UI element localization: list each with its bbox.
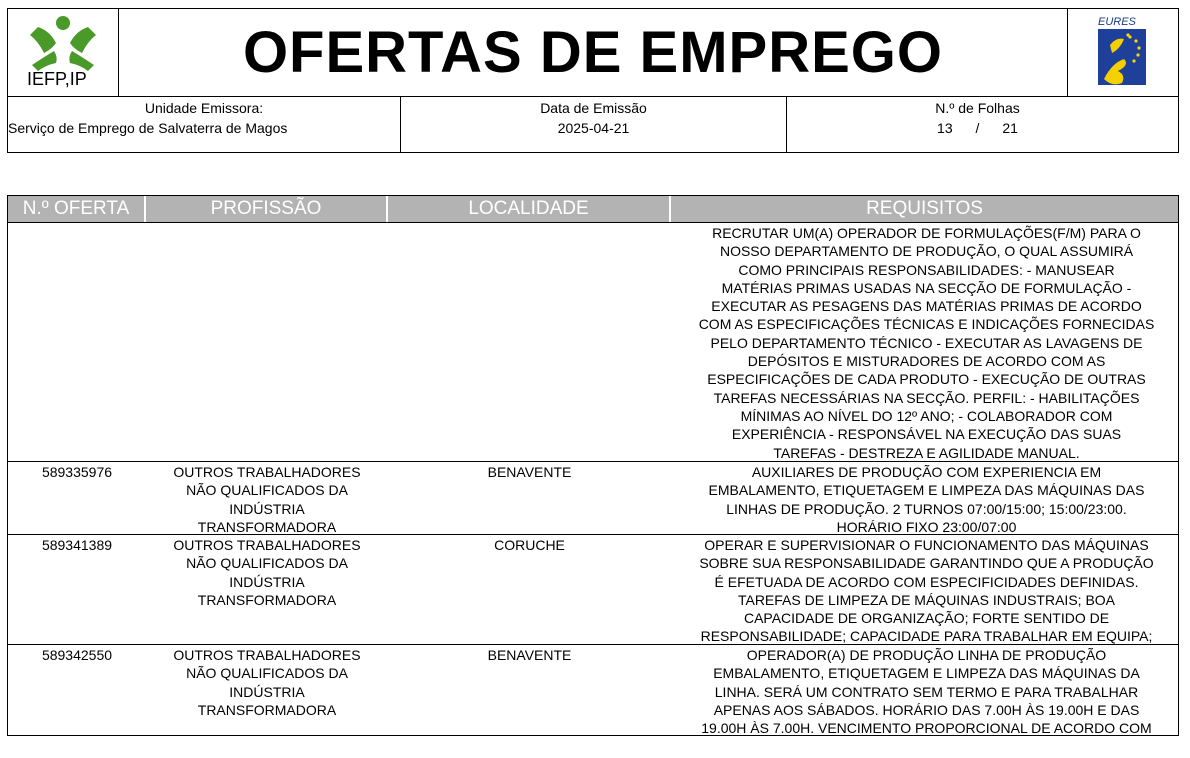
table-header: [8, 196, 1178, 223]
eures-logo-icon: [1068, 9, 1178, 96]
profession: [146, 645, 388, 735]
table-row: [8, 223, 1178, 462]
sheet-separator: /: [975, 120, 980, 136]
requirements-line: É EFETUADA DE ACORDO COM ESPECIFICIDADES DEFINIDAS.: [714, 573, 1139, 590]
requirements-line: AUXILIARES DE PRODUÇÃO COM EXPERIENCIA EM: [751, 464, 1102, 480]
requirements-line: 19.00H ÀS 7.00H. VENCIMENTO PROPORCIONAL DE ACORDO COM: [701, 720, 1152, 737]
sheet-count-cell: [787, 97, 1178, 152]
requirements: [671, 462, 1178, 534]
table-row: [8, 645, 1178, 735]
profession: [146, 223, 388, 461]
requirements-line: TAREFAS - DESTREZA E AGILIDADE MANUAL.: [773, 444, 1080, 461]
requirements-line: COMO PRINCIPAIS RESPONSABILIDADES: - MANUSEAR: [738, 261, 1115, 278]
offer-number: 589335976: [41, 464, 113, 480]
profession-line: OUTROS TRABALHADORES: [173, 464, 361, 480]
profession: [146, 462, 388, 534]
profession-line: TRANSFORMADORA: [197, 701, 337, 718]
requirements-line: PELO DEPARTAMENTO TÉCNICO - EXECUTAR AS LAVAGENS DE: [710, 334, 1143, 351]
requirements-line: EXECUTAR AS PESAGENS DAS MATÉRIAS PRIMAS DE ACORDO: [711, 298, 1142, 315]
sheet-count-label: N.º de Folhas: [935, 100, 1020, 116]
requirements-line: CAPACIDADE DE ORGANIZAÇÃO; FORTE SENTIDO DE: [743, 610, 1110, 627]
eures-logo: [1067, 9, 1178, 96]
issue-date-value: 2025-04-21: [557, 120, 630, 136]
column-header-requirements: REQUISITOS: [671, 196, 1178, 222]
document-header: [7, 8, 1179, 97]
locality: BENAVENTE: [487, 464, 572, 480]
table-row: [8, 535, 1178, 645]
requirements-line: LINHAS DE PRODUÇÃO. 2 TURNOS 07:00/15:00; 15:00/23:00.: [726, 500, 1127, 517]
profession-line: INDÚSTRIA: [229, 500, 305, 517]
iefp-logo: [8, 9, 119, 96]
issue-date-cell: [401, 97, 787, 152]
column-header-locality: LOCALIDADE: [388, 196, 671, 222]
requirements-line: LINHA. SERÁ UM CONTRATO SEM TERMO E PARA TRABALHAR: [714, 683, 1139, 700]
requirements-line: MÍNIMAS AO NÍVEL DO 12º ANO; - COLABORADOR COM: [740, 407, 1113, 424]
requirements-line: EXPERIÊNCIA - RESPONSÁVEL NA EXECUÇÃO DAS SUAS: [731, 426, 1122, 443]
locality: BENAVENTE: [487, 647, 572, 663]
requirements: [671, 223, 1178, 461]
profession-line: INDÚSTRIA: [229, 683, 305, 700]
requirements-line: RECRUTAR UM(A) OPERADOR DE FORMULAÇÕES(F/M) PARA O: [712, 225, 1141, 241]
profession-line: TRANSFORMADORA: [197, 591, 337, 608]
profession: [146, 535, 388, 644]
sheet-current: 13: [937, 120, 953, 136]
requirements-line: DEPÓSITOS E MISTURADORES DE ACORDO COM AS: [747, 353, 1106, 370]
requirements-line: EMBALAMENTO, ETIQUETAGEM E LIMPEZA DAS MÁQUINAS DAS: [708, 482, 1145, 499]
page-title: OFERTAS DE EMPREGO: [242, 20, 944, 85]
requirements-line: NOSSO DEPARTAMENTO DE PRODUÇÃO, O QUAL ASSUMIRÁ: [719, 243, 1134, 260]
requirements-line: TAREFAS DE LIMPEZA DE MÁQUINAS INDUSTRAIS; BOA: [737, 591, 1116, 608]
profession-line: NÃO QUALIFICADOS DA: [186, 482, 348, 499]
profession-line: NÃO QUALIFICADOS DA: [186, 555, 348, 572]
requirements-line: ESPECIFICAÇÕES DE CADA PRODUTO - EXECUÇÃO DE OUTRAS: [707, 371, 1146, 388]
table-row: [8, 462, 1178, 535]
locality: CORUCHE: [494, 537, 565, 553]
requirements: [671, 535, 1178, 644]
requirements-line: APENAS AOS SÁBADOS. HORÁRIO DAS 7.00H ÀS 19.00H E DAS: [713, 701, 1140, 718]
column-header-profession: PROFISSÃO: [146, 196, 388, 222]
profession-line: OUTROS TRABALHADORES: [173, 537, 361, 553]
issue-info-bar: [7, 96, 1179, 153]
requirements-line: EMBALAMENTO, ETIQUETAGEM E LIMPEZA DAS MÁQUINAS DA: [713, 665, 1140, 682]
requirements-line: MATÉRIAS PRIMAS USADAS NA SECÇÃO DE FORMULAÇÃO -: [721, 279, 1132, 296]
issuing-unit-value: Serviço de Emprego de Salvaterra de Magos: [8, 120, 288, 136]
requirements-line: COM AS ESPECIFICAÇÕES TÉCNICAS E INDICAÇÕES FORNECIDAS: [698, 316, 1155, 333]
offer-number: [8, 223, 146, 461]
requirements-line: OPERADOR(A) DE PRODUÇÃO LINHA DE PRODUÇÃO: [746, 647, 1107, 663]
requirements-line: TAREFAS NECESSÁRIAS NA SECÇÃO. PERFIL: - HABILITAÇÕES: [713, 389, 1140, 406]
offer-number: 589342550: [41, 647, 113, 663]
issuing-unit-label: Unidade Emissora:: [144, 100, 264, 116]
locality: [388, 223, 671, 461]
offer-number: 589341389: [41, 537, 113, 553]
job-offers-table: [7, 195, 1179, 736]
sheet-count-value: [777, 120, 1178, 136]
requirements-line: HORÁRIO FIXO 23:00/07:00: [836, 518, 1017, 535]
iefp-logo-text: IEFP,IP: [27, 69, 87, 89]
profession-line: NÃO QUALIFICADOS DA: [186, 665, 348, 682]
requirements-line: SOBRE SUA RESPONSABILIDADE GARANTINDO QUE A PRODUÇÃO: [699, 555, 1154, 572]
column-header-offer-number: N.º OFERTA: [8, 196, 146, 222]
eures-logo-text: EURES: [1098, 16, 1136, 28]
profession-line: OUTROS TRABALHADORES: [173, 647, 361, 663]
sheet-total: 21: [1002, 120, 1018, 136]
requirements-line: OPERAR E SUPERVISIONAR O FUNCIONAMENTO DAS MÁQUINAS: [704, 537, 1149, 553]
requirements-line: RESPONSABILIDADE; CAPACIDADE PARA TRABALHAR EM EQUIPA;: [700, 628, 1153, 645]
issuing-unit-cell: [8, 97, 401, 152]
profession-line: INDÚSTRIA: [229, 573, 305, 590]
requirements: [671, 645, 1178, 735]
profession-line: TRANSFORMADORA: [197, 518, 337, 535]
issue-date-label: Data de Emissão: [540, 100, 647, 116]
